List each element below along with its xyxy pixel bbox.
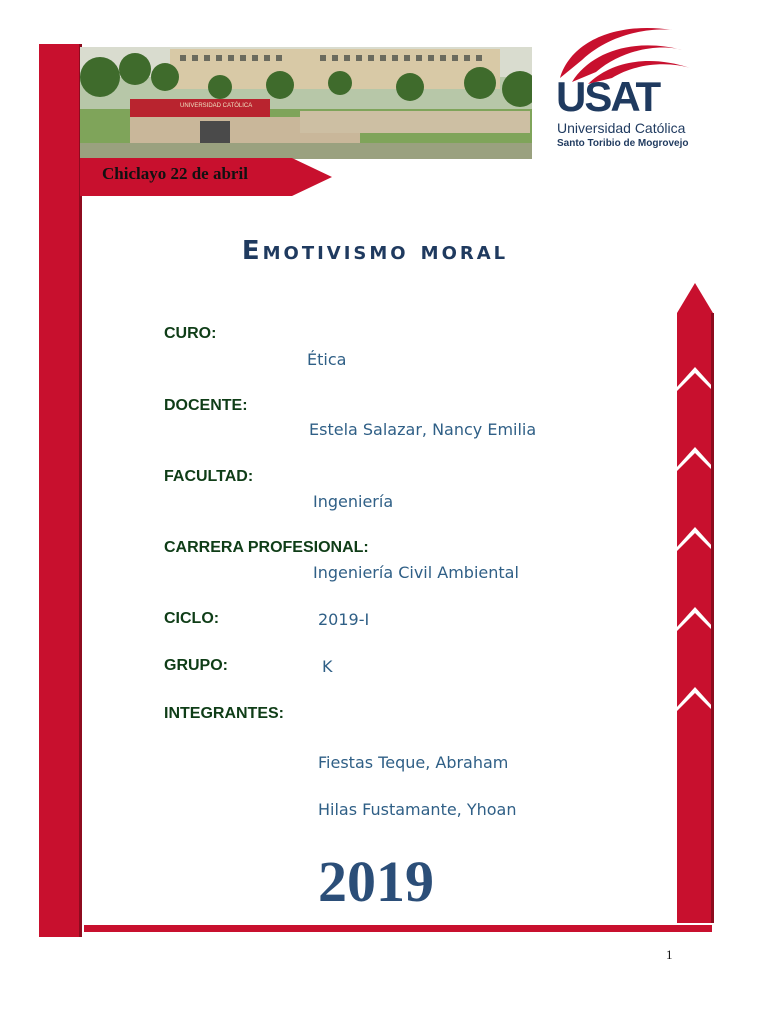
value-docente: Estela Salazar, Nancy Emilia [309, 420, 537, 439]
value-carrera: Ingeniería Civil Ambiental [313, 563, 519, 582]
label-docente: DOCENTE: [164, 397, 248, 414]
campus-photo [80, 47, 532, 159]
label-ciclo: CICLO: [164, 610, 220, 627]
logo-university-subname: Santo Toribio de Mogrovejo [557, 138, 689, 149]
photo-sign-text: UNIVERSIDAD CATÓLICA [180, 103, 253, 109]
label-facultad: FACULTAD: [164, 468, 254, 485]
member-name: Hilas Fustamante, Yhoan [318, 800, 517, 819]
label-carrera: CARRERA PROFESIONAL: [164, 539, 369, 556]
value-curso: Ética [307, 350, 347, 369]
member-name: Fiestas Teque, Abraham [318, 753, 509, 772]
right-decorative-arrows [676, 283, 714, 923]
bottom-decorative-bar [84, 925, 712, 932]
page-number: 1 [666, 947, 673, 962]
date-text: Chiclayo 22 de abril [102, 164, 248, 183]
left-decorative-bar [39, 44, 79, 937]
value-ciclo: 2019-I [318, 610, 370, 629]
logo-wordmark: USAT [556, 73, 660, 120]
logo-university-name: Universidad Católica [557, 120, 686, 136]
year-text: 2019 [318, 849, 434, 914]
value-grupo: K [322, 657, 333, 676]
label-curso: CURO: [164, 325, 217, 342]
value-facultad: Ingeniería [313, 492, 394, 511]
label-grupo: GRUPO: [164, 657, 228, 674]
label-integrantes: INTEGRANTES: [164, 705, 284, 722]
document-title: Emotivismo moral [241, 236, 509, 266]
